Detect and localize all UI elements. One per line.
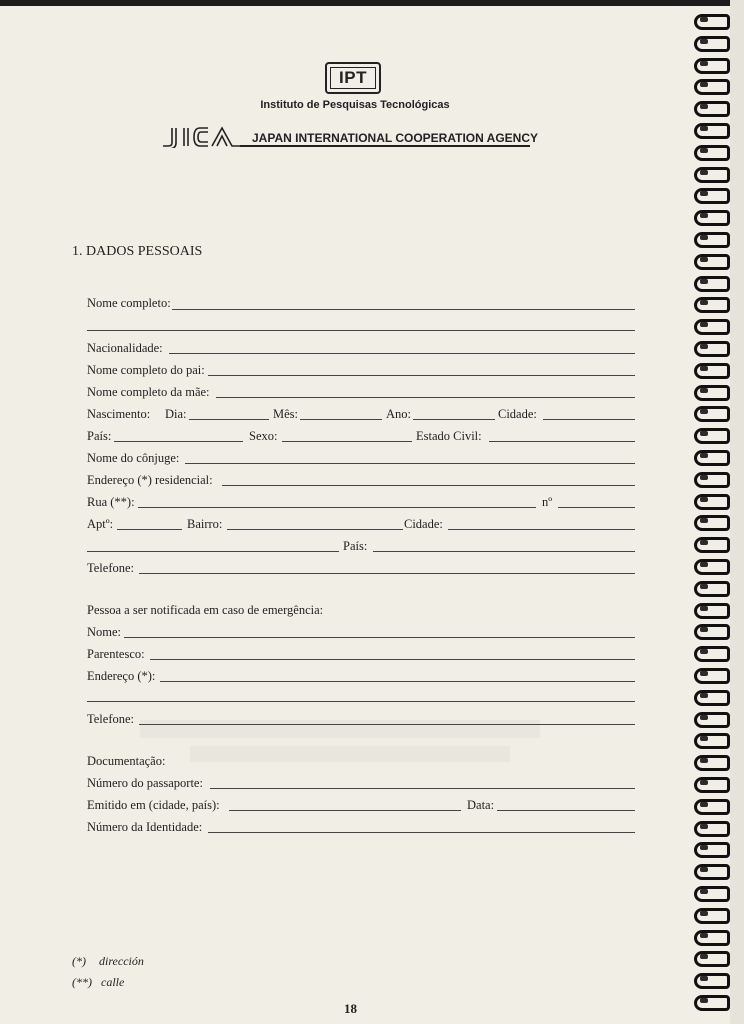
spiral-hole — [700, 39, 708, 44]
label-nacionalidade: Nacionalidade: — [87, 341, 163, 355]
label-identidade: Número da Identidade: — [87, 820, 203, 834]
footnote-1 — [72, 954, 144, 969]
spiral-coil — [694, 188, 730, 204]
spiral-hole — [700, 715, 708, 720]
spiral-coil — [694, 755, 730, 771]
spiral-coil — [694, 733, 730, 749]
spiral-hole — [700, 736, 708, 741]
spiral-coil — [694, 886, 730, 902]
label-numero: nº — [542, 495, 553, 509]
spiral-coil — [694, 821, 730, 837]
label-dia: Dia: — [165, 407, 187, 421]
spiral-hole — [700, 453, 708, 458]
spiral-coil — [694, 101, 730, 117]
spiral-hole — [700, 889, 708, 894]
top-edge — [0, 0, 744, 6]
spiral-hole — [700, 584, 708, 589]
spiral-coil — [694, 276, 730, 292]
spiral-hole — [700, 802, 708, 807]
spiral-hole — [700, 17, 708, 22]
input-endereco-extra[interactable] — [87, 551, 339, 552]
spiral-coil — [694, 297, 730, 313]
spiral-hole — [700, 758, 708, 763]
footnote-2-text: calle — [101, 975, 125, 989]
input-emergency-telefone[interactable] — [139, 724, 635, 725]
spiral-coil — [694, 79, 730, 95]
input-nome-mae[interactable] — [216, 397, 635, 398]
input-emergency-endereco[interactable] — [160, 681, 635, 682]
spiral-hole — [700, 649, 708, 654]
spiral-hole — [700, 388, 708, 393]
spiral-coil — [694, 363, 730, 379]
input-pais[interactable] — [114, 441, 243, 442]
jica-logo-icon — [162, 126, 244, 148]
spiral-coil — [694, 624, 730, 640]
input-data[interactable] — [497, 810, 635, 811]
spiral-hole — [700, 213, 708, 218]
spiral-coil — [694, 145, 730, 161]
spiral-coil — [694, 973, 730, 989]
documents-title: Documentação: — [87, 754, 166, 768]
spiral-coil — [694, 690, 730, 706]
spiral-hole — [700, 627, 708, 632]
spiral-coil — [694, 14, 730, 30]
input-conjuge[interactable] — [185, 463, 635, 464]
spiral-coil — [694, 842, 730, 858]
spiral-coil — [694, 232, 730, 248]
spiral-hole — [700, 126, 708, 131]
label-sexo: Sexo: — [249, 429, 278, 443]
spiral-hole — [700, 671, 708, 676]
spiral-coil — [694, 210, 730, 226]
ipt-logo-text: IPT — [330, 67, 376, 89]
spiral-coil — [694, 254, 730, 270]
page-number: 18 — [344, 1001, 357, 1016]
section-title: 1. DADOS PESSOAIS — [72, 244, 203, 259]
spiral-coil — [694, 515, 730, 531]
label-parentesco: Parentesco: — [87, 647, 145, 661]
spiral-hole — [700, 344, 708, 349]
spiral-coil — [694, 58, 730, 74]
label-nome-pai: Nome completo do pai: — [87, 363, 205, 377]
bleed-through-2 — [190, 730, 510, 762]
spiral-coil — [694, 450, 730, 466]
spiral-hole — [700, 170, 708, 175]
spiral-hole — [700, 562, 708, 567]
footnote-1-mark: (*) — [72, 954, 86, 968]
label-passaporte: Número do passaporte: — [87, 776, 203, 790]
label-ano: Ano: — [386, 407, 411, 421]
spiral-coil — [694, 799, 730, 815]
input-emergency-nome[interactable] — [124, 637, 635, 638]
spiral-hole — [700, 845, 708, 850]
input-emitido[interactable] — [229, 810, 461, 811]
label-apto: Aptº: — [87, 517, 114, 531]
spiral-coil — [694, 646, 730, 662]
input-passaporte[interactable] — [210, 788, 635, 789]
spiral-coil — [694, 319, 730, 335]
spiral-coil — [694, 712, 730, 728]
footnote-1-text: dirección — [99, 954, 144, 968]
spiral-hole — [700, 235, 708, 240]
input-nome-completo[interactable] — [172, 309, 635, 310]
input-endereco-residencial[interactable] — [222, 485, 635, 486]
spiral-coil — [694, 581, 730, 597]
spiral-coil — [694, 36, 730, 52]
spiral-hole — [700, 104, 708, 109]
input-cidade[interactable] — [543, 419, 635, 420]
spiral-hole — [700, 540, 708, 545]
spiral-hole — [700, 257, 708, 262]
spiral-coil — [694, 559, 730, 575]
input-bairro[interactable] — [227, 529, 403, 530]
label-estado-civil: Estado Civil: — [416, 429, 482, 443]
input-apto[interactable] — [117, 529, 182, 530]
spiral-coil — [694, 428, 730, 444]
input-ano[interactable] — [413, 419, 495, 420]
spiral-hole — [700, 954, 708, 959]
label-data: Data: — [467, 798, 495, 812]
input-rua[interactable] — [138, 507, 536, 508]
spiral-hole — [700, 475, 708, 480]
spiral-coil — [694, 777, 730, 793]
spiral-coil — [694, 908, 730, 924]
spiral-hole — [700, 61, 708, 66]
spiral-hole — [700, 867, 708, 872]
spiral-hole — [700, 780, 708, 785]
jica-name: JAPAN INTERNATIONAL COOPERATION AGENCY — [252, 131, 539, 145]
spiral-coil — [694, 864, 730, 880]
jica-underline — [240, 145, 530, 147]
spiral-coil — [694, 951, 730, 967]
input-identidade[interactable] — [208, 832, 635, 833]
input-dia[interactable] — [189, 419, 269, 420]
input-cidade-2[interactable] — [448, 529, 635, 530]
spiral-hole — [700, 497, 708, 502]
spiral-hole — [700, 693, 708, 698]
input-sexo[interactable] — [282, 441, 412, 442]
input-emergency-endereco-2[interactable] — [87, 701, 635, 702]
input-nome-pai[interactable] — [208, 375, 635, 376]
input-pais-2[interactable] — [373, 551, 635, 552]
spiral-hole — [700, 148, 708, 153]
label-endereco-residencial: Endereço (*) residencial: — [87, 473, 213, 487]
spiral-coil — [694, 603, 730, 619]
label-emitido: Emitido em (cidade, país): — [87, 798, 220, 812]
spiral-hole — [700, 279, 708, 284]
spiral-coil — [694, 472, 730, 488]
institute-name: Instituto de Pesquisas Tecnológicas — [260, 99, 450, 111]
input-mes[interactable] — [300, 419, 382, 420]
label-emergency-nome: Nome: — [87, 625, 122, 639]
label-mes: Mês: — [273, 407, 298, 421]
spiral-coil — [694, 341, 730, 357]
label-conjuge: Nome do cônjuge: — [87, 451, 180, 465]
spiral-hole — [700, 300, 708, 305]
spiral-coil — [694, 123, 730, 139]
label-rua: Rua (**): — [87, 495, 135, 509]
spiral-hole — [700, 322, 708, 327]
spiral-coil — [694, 668, 730, 684]
label-nascimento: Nascimento: — [87, 407, 151, 421]
input-nacionalidade[interactable] — [169, 353, 635, 354]
spiral-hole — [700, 431, 708, 436]
spiral-coil — [694, 167, 730, 183]
spiral-hole — [700, 824, 708, 829]
label-bairro: Bairro: — [187, 517, 223, 531]
spiral-coil — [694, 494, 730, 510]
spiral-hole — [700, 606, 708, 611]
spiral-hole — [700, 366, 708, 371]
ipt-logo — [325, 62, 381, 94]
footnote-2-mark: (**) — [72, 975, 92, 989]
input-numero[interactable] — [558, 507, 635, 508]
label-telefone: Telefone: — [87, 561, 135, 575]
spiral-hole — [700, 976, 708, 981]
label-emergency-endereco: Endereço (*): — [87, 669, 156, 683]
spiral-coil — [694, 385, 730, 401]
label-nome-completo: Nome completo: — [87, 296, 171, 310]
input-telefone[interactable] — [139, 573, 635, 574]
spiral-hole — [700, 911, 708, 916]
spiral-binding — [682, 6, 744, 1024]
input-estado-civil[interactable] — [489, 441, 635, 442]
spiral-hole — [700, 998, 708, 1003]
label-cidade-2: Cidade: — [404, 517, 443, 531]
spiral-coil — [694, 930, 730, 946]
spiral-hole — [700, 933, 708, 938]
label-pais: País: — [87, 429, 112, 443]
spiral-hole — [700, 409, 708, 414]
footnote-2 — [72, 975, 124, 990]
label-nome-mae: Nome completo da mãe: — [87, 385, 210, 399]
spiral-hole — [700, 191, 708, 196]
input-nome-completo-2[interactable] — [87, 330, 635, 331]
spiral-coil — [694, 406, 730, 422]
label-cidade: Cidade: — [498, 407, 537, 421]
spiral-coil — [694, 995, 730, 1011]
spiral-coil — [694, 537, 730, 553]
label-emergency-telefone: Telefone: — [87, 712, 135, 726]
spiral-hole — [700, 518, 708, 523]
label-pais-2: País: — [343, 539, 368, 553]
emergency-title: Pessoa a ser notificada em caso de emergência: — [87, 603, 324, 617]
input-parentesco[interactable] — [150, 659, 635, 660]
spiral-hole — [700, 82, 708, 87]
